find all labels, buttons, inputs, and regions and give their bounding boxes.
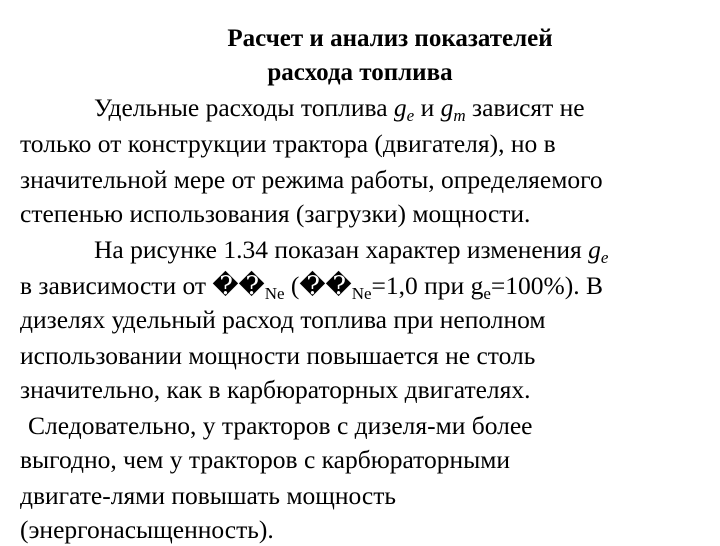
paragraph-2-line-3: дизелях удельный расход топлива при неполном <box>20 305 546 334</box>
replacement-glyph-2: �� <box>299 271 352 300</box>
paragraph-3-line-3: двигате-лями повышать мощность <box>20 481 397 510</box>
paragraph-2-line-2: в зависимости от $��_{Ne}$ ($��_{Ne}=1,0$ при $g_e=100\%$). В <box>20 271 604 303</box>
paragraph-3-line-2: выгодно, чем у тракторов с карбюраторными <box>20 445 511 474</box>
title-line-2: расхода топлива <box>267 59 453 86</box>
paragraph-1-line-3: значительной мере от режима работы, определяемого <box>20 165 603 194</box>
replacement-glyph-1: �� <box>212 271 265 300</box>
paragraph-2-line-5: значительно, как в карбюраторных двигателях. <box>20 375 531 404</box>
paragraph-1-line-2: только от конструкции трактора (двигателя), но в <box>20 129 556 158</box>
paragraph-1-line-4: степенью использования (загрузки) мощности. <box>20 199 531 228</box>
paragraph-2-line-1: На рисунке 1.34 показан характер изменения $g_e$ <box>94 235 609 267</box>
paragraph-1-line-1: Удельные расходы топлива $g_e$ и $g_m$ зависят не <box>94 93 585 125</box>
paragraph-2-line-4: использовании мощности повышается не столь <box>20 341 536 370</box>
title-line-1: Расчет и анализ показателей <box>227 25 553 52</box>
paragraph-3-line-1: Следовательно, у тракторов с дизеля-ми более <box>28 411 533 440</box>
paragraph-3-line-4: (энергонасыщенность). <box>20 515 274 544</box>
